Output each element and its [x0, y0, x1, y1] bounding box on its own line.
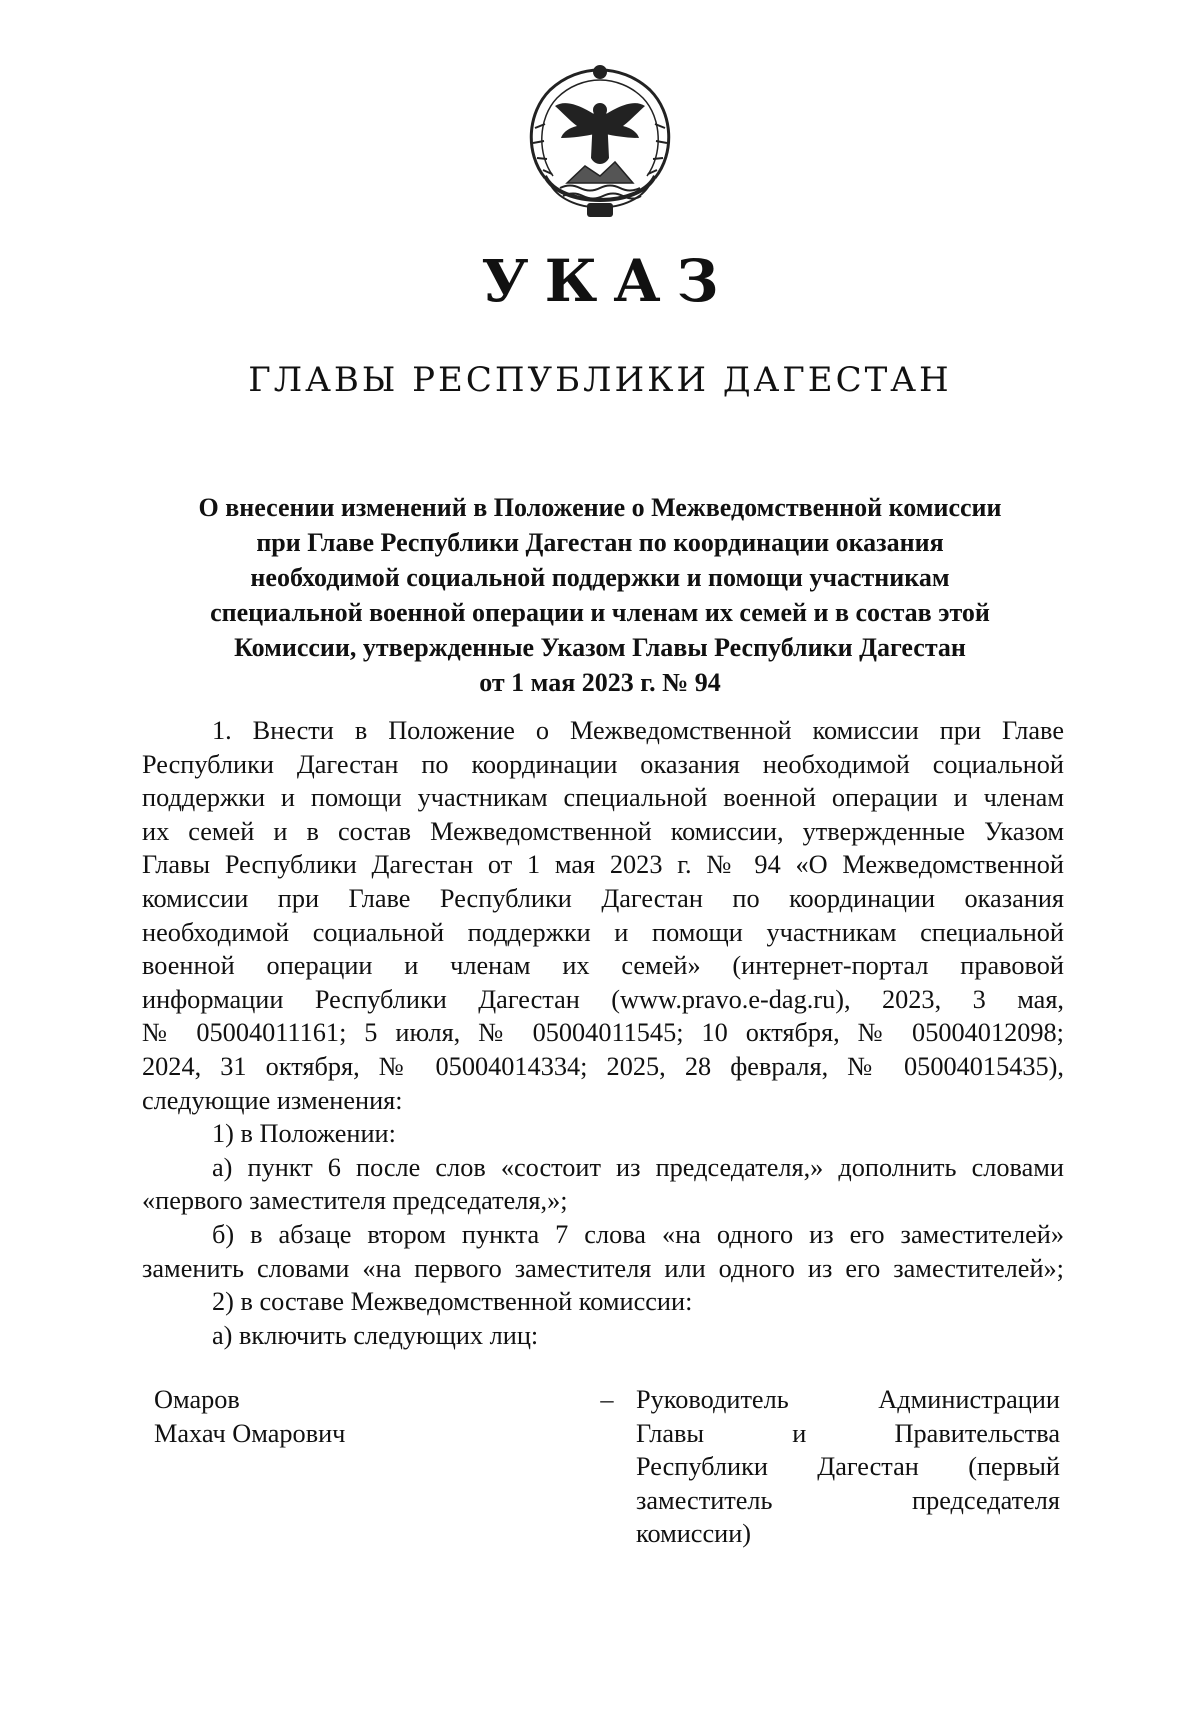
document-title: УКАЗ: [481, 247, 735, 315]
coat-of-arms-icon: [505, 58, 695, 228]
body-line: комиссии при Главе Республики Дагестан по координации оказания: [142, 883, 1064, 913]
body-line: 1) в Положении:: [212, 1119, 396, 1149]
member-given-names: Махач Омарович: [154, 1418, 346, 1448]
body-line: а) пункт 6 после слов «состоит из председателя,» дополнить словами: [212, 1152, 1064, 1182]
member-role-line: Республики Дагестан (первый: [636, 1452, 1060, 1482]
member-role-line: Руководитель Администрации: [636, 1385, 1060, 1414]
member-role-line: заместитель председателя: [636, 1485, 1060, 1515]
body-line: следующие изменения:: [142, 1085, 403, 1115]
member-name: [154, 1383, 574, 1450]
member-dash: –: [600, 1385, 614, 1414]
member-surname: Омаров: [154, 1385, 240, 1414]
body-line: 1. Внести в Положение о Межведомственной комиссии при Главе: [212, 716, 1064, 745]
body-line: Главы Республики Дагестан от 1 мая 2023 г. № 94 «О Межведомственной: [142, 850, 1064, 880]
body-line: необходимой социальной поддержки и помощи участникам специальной: [142, 917, 1064, 947]
heading-line: от 1 мая 2023 г. № 94: [479, 668, 721, 697]
body-line: информации Республики Дагестан (www.pravo.e-dag.ru), 2023, 3 мая,: [142, 984, 1064, 1014]
body-line: а) включить следующих лиц:: [212, 1320, 539, 1350]
body-line: б) в абзаце втором пункта 7 слова «на одного из его заместителей»: [212, 1219, 1064, 1249]
heading-line: Комиссии, утвержденные Указом Главы Республики Дагестан: [234, 633, 966, 662]
member-role-line: Главы и Правительства: [636, 1418, 1060, 1448]
body-line: военной операции и членам их семей» (интернет-портал правовой: [142, 951, 1064, 981]
decree-body: [142, 714, 1064, 1352]
heading-line: О внесении изменений в Положение о Межведомственной комиссии: [198, 493, 1002, 522]
body-line: Республики Дагестан по координации оказания необходимой социальной: [142, 749, 1064, 779]
body-line: заменить словами «на первого заместителя или одного из его заместителей»;: [142, 1253, 1064, 1283]
heading-line: необходимой социальной поддержки и помощи участникам: [250, 563, 950, 592]
member-role-line: комиссии): [636, 1519, 752, 1549]
body-line: поддержки и помощи участникам специальной военной операции и членам: [142, 783, 1064, 813]
heading-line: при Главе Республики Дагестан по координации оказания: [256, 528, 944, 557]
heading-line: специальной военной операции и членам их семей и в состав этой: [210, 598, 990, 627]
body-line: «первого заместителя председателя,»;: [142, 1186, 568, 1216]
body-line: 2024, 31 октября, № 05004014334; 2025, 28 февраля, № 05004015435),: [142, 1051, 1064, 1081]
body-line: № 05004011161; 5 июля, № 05004011545; 10 октября, № 05004012098;: [142, 1018, 1064, 1048]
body-line: их семей и в состав Межведомственной комиссии, утвержденные Указом: [142, 816, 1064, 846]
decree-heading: [140, 490, 1060, 700]
body-line: 2) в составе Межведомственной комиссии:: [212, 1287, 693, 1317]
member-role: [636, 1383, 1060, 1551]
document-subtitle: ГЛАВЫ РЕСПУБЛИКИ ДАГЕСТАН: [248, 360, 952, 400]
